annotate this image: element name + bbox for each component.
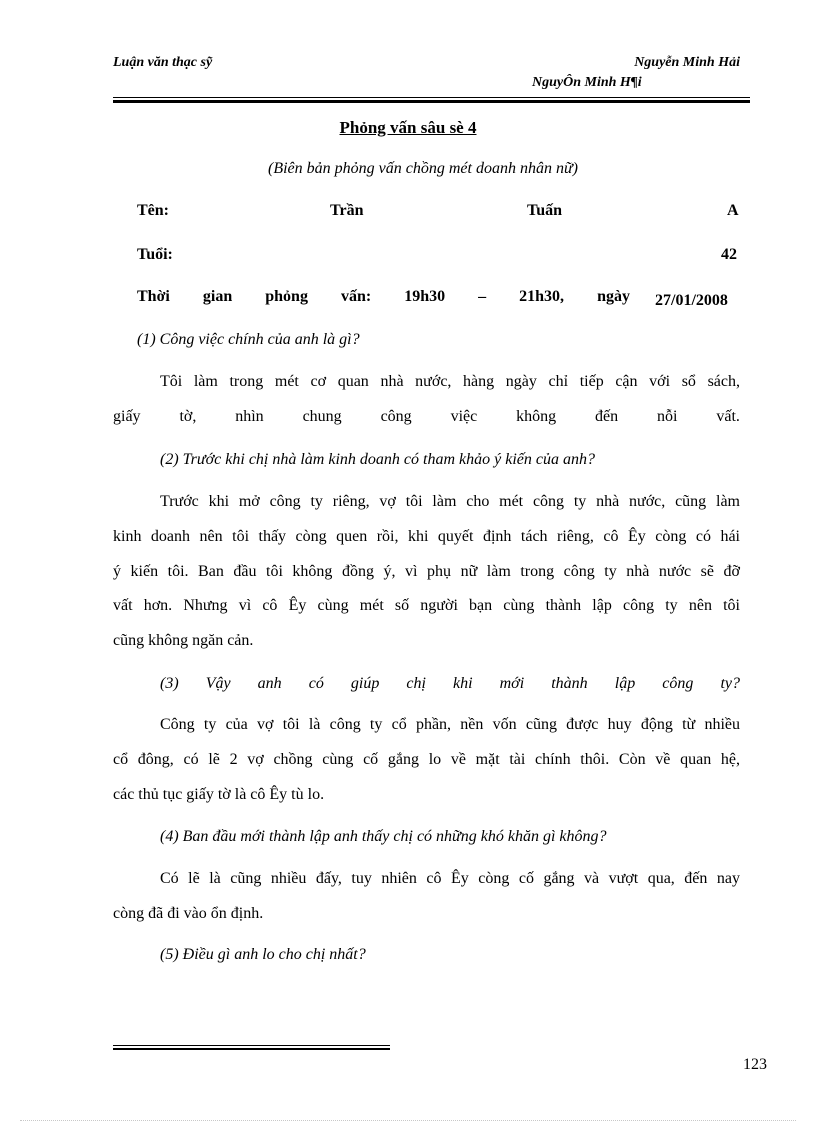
question-3 <box>160 675 740 693</box>
time-word: phỏng <box>265 288 308 305</box>
header-rule-thin <box>113 97 750 98</box>
answer-2-line-3: ý kiến tôi. Ban đầu tôi không đồng ý, vì phụ nữ làm trong công ty nhà nước sẽ đỡ <box>113 563 740 580</box>
time-word: 19h30 <box>404 288 446 305</box>
header-right-line2: NguyÔn Minh H¶i <box>532 75 642 90</box>
word: giấy <box>113 408 141 425</box>
page-title: Phỏng vấn sâu sè 4 <box>339 118 477 137</box>
page-edge-divider <box>20 1120 796 1121</box>
answer-2-line-5: cũng không ngăn cản. <box>113 632 254 649</box>
header-right-line1: Nguyễn Minh Hải <box>634 55 740 70</box>
time-word: – <box>478 288 487 305</box>
word: có <box>308 675 324 692</box>
question-1: (1) Công việc chính của anh là gì? <box>137 331 360 348</box>
answer-3-line-1: Công ty của vợ tôi là công ty cổ phần, nền vốn cũng được huy động từ nhiều <box>160 716 740 733</box>
answer-3-line-3: các thủ tục giấy tờ là cô Êy tù lo. <box>113 786 325 803</box>
name-label: Tên: <box>137 202 169 219</box>
name-word-2: Tuấn <box>527 202 562 219</box>
word: vất. <box>716 408 740 425</box>
word: ty? <box>720 675 740 692</box>
answer-3-line-2: cổ đông, có lẽ 2 vợ chồng cùng cố gắng lo về mặt tài chính thôi. Còn về quan hệ, <box>113 751 740 768</box>
page-subtitle: (Biên bản phỏng vấn chồng mét doanh nhân nữ) <box>267 160 578 177</box>
answer-2-line-2: kinh doanh nên tôi thấy còng quen rồi, khi quyết định tách riêng, cô Êy còng có hái <box>113 528 740 545</box>
interview-date: 27/01/2008 <box>655 292 728 309</box>
answer-4-line-2: còng đã đi vào ổn định. <box>113 905 264 922</box>
word: tờ, <box>179 408 197 425</box>
time-word: gian <box>202 288 233 305</box>
word: mới <box>499 675 525 692</box>
word: khi <box>453 675 473 692</box>
header-left: Luận văn thạc sỹ <box>113 55 213 70</box>
answer-4-line-1: Có lẽ là cũng nhiều đấy, tuy nhiên cô Êy còng cố gắng và vượt qua, đến nay <box>160 870 740 887</box>
word: thành <box>551 675 588 692</box>
name-word-1: Trần <box>330 202 364 219</box>
word: công <box>380 408 412 425</box>
page-number: 123 <box>743 1056 767 1073</box>
question-5: (5) Điều gì anh lo cho chị nhất? <box>160 946 366 963</box>
word: nhìn <box>235 408 264 425</box>
word: không <box>516 408 557 425</box>
word: chị <box>406 675 426 692</box>
word: giúp <box>350 675 380 692</box>
word: việc <box>450 408 478 425</box>
interview-time <box>137 288 630 306</box>
answer-1-line-1: Tôi làm trong mét cơ quan nhà nước, hàng ngày chỉ tiếp cận với sổ sách, <box>160 373 740 390</box>
time-word: ngày <box>597 288 630 305</box>
word: (3) <box>160 675 179 692</box>
time-word: vấn: <box>340 288 372 305</box>
word: nỗi <box>657 408 678 425</box>
word: chung <box>302 408 342 425</box>
word: Vậy <box>205 675 231 692</box>
answer-2-line-4: vất hơn. Nhưng vì cô Êy cùng mét số người bạn cùng thành lập công ty nên tôi <box>113 597 740 614</box>
name-word-3: A <box>727 202 739 219</box>
question-4: (4) Ban đầu mới thành lập anh thấy chị có những khó khăn gì không? <box>160 828 607 845</box>
word: công <box>662 675 694 692</box>
time-word: Thời <box>137 288 170 305</box>
word: anh <box>257 675 282 692</box>
answer-1-line-2 <box>113 408 740 426</box>
footer-rule-thin <box>113 1045 390 1046</box>
age-label: Tuổi: <box>137 246 173 263</box>
time-word: 21h30, <box>519 288 565 305</box>
answer-2-line-1: Trước khi mở công ty riêng, vợ tôi làm cho mét công ty nhà nước, cũng làm <box>160 493 740 510</box>
header-rule-thick <box>113 100 750 103</box>
age-value: 42 <box>721 246 737 263</box>
word: lập <box>614 675 636 692</box>
question-2: (2) Trước khi chị nhà làm kinh doanh có tham khảo ý kiến của anh? <box>160 451 595 468</box>
word: đến <box>595 408 619 425</box>
footer-rule-thick <box>113 1048 390 1050</box>
